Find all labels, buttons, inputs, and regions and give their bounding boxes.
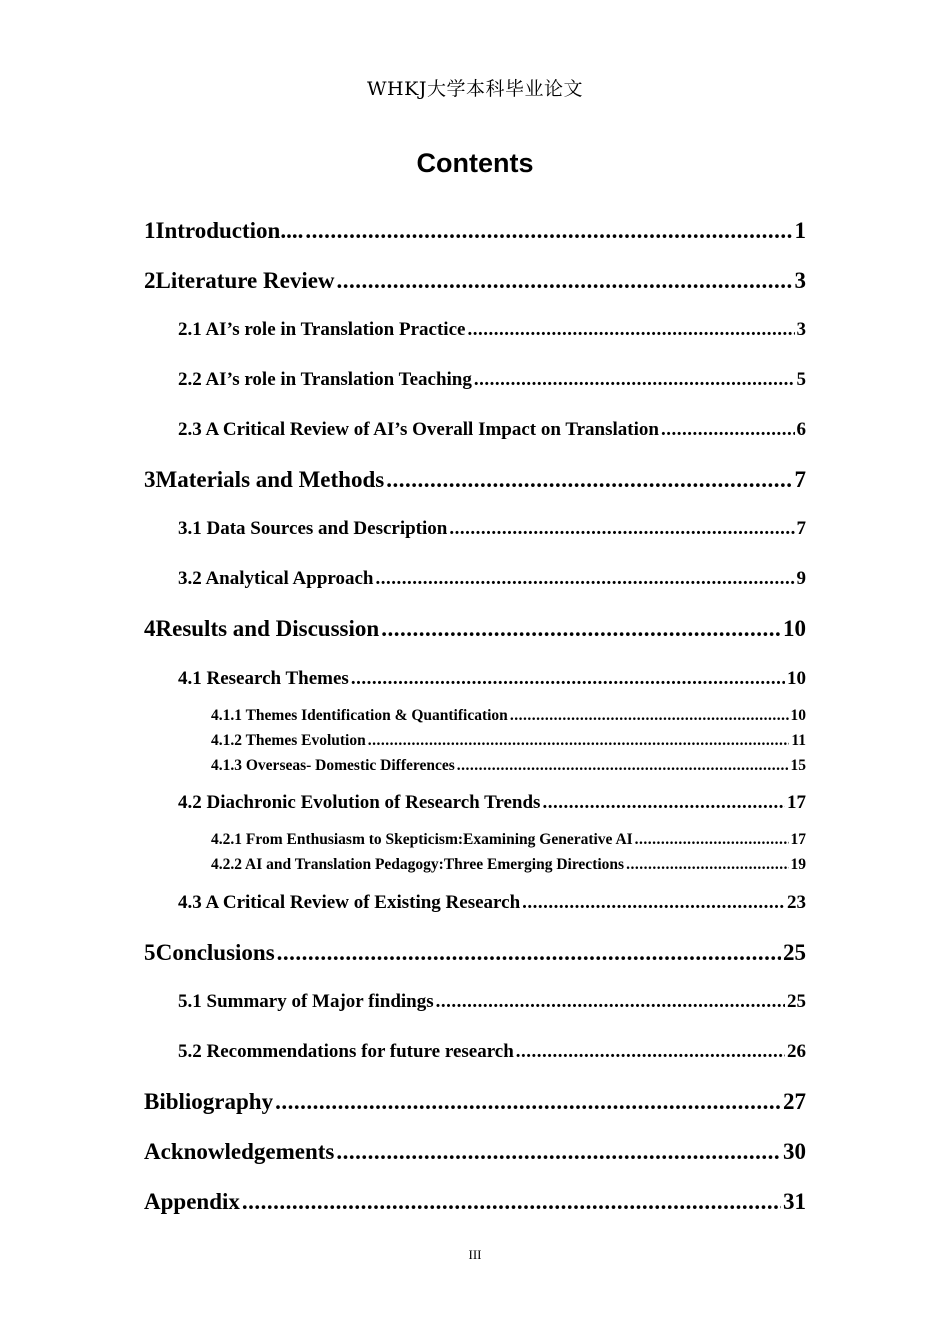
toc-leader-dots (351, 668, 785, 690)
toc-entry-conclusions[interactable] (144, 940, 806, 966)
toc-entry-4-1-1[interactable] (211, 707, 806, 725)
toc-leader-dots (635, 831, 789, 849)
toc-leader-dots (474, 369, 795, 391)
toc-leader-dots (381, 616, 781, 642)
toc-page-number: 7 (794, 467, 806, 492)
toc-page-number: 3 (794, 268, 806, 293)
toc-entry-3-2[interactable] (178, 568, 806, 590)
toc-entry-label: Results and Discussion (155, 616, 380, 641)
toc-leader-dots (457, 757, 789, 775)
toc-page-number: 9 (796, 568, 806, 589)
toc-entry-label: 4.1.3 Overseas- Domestic Differences (211, 757, 455, 774)
toc-leader-dots (449, 518, 794, 540)
toc-entry-4-2[interactable] (178, 792, 806, 814)
toc-entry-label: 2.2 AI’s role in Translation Teaching (178, 369, 472, 390)
toc-entry-4-1-3[interactable] (211, 757, 806, 775)
toc-entry-label: 5.2 Recommendations for future research (178, 1041, 514, 1062)
toc-leader-dots (375, 568, 794, 590)
toc-leader-dots (542, 792, 785, 814)
toc-page-number: 17 (787, 792, 806, 813)
toc-leader-dots (368, 732, 790, 750)
toc-leader-dots (467, 319, 794, 341)
toc-chapter-number: 4 (144, 616, 156, 641)
toc-chapter-number: 5 (144, 940, 156, 965)
toc-page-number: 1 (794, 218, 806, 243)
toc-entry-appendix[interactable] (144, 1189, 806, 1215)
toc-entry-label: 2.1 AI’s role in Translation Practice (178, 319, 466, 340)
toc-entry-label: 4.1.1 Themes Identification & Quantification (211, 707, 508, 724)
toc-leader-dots (510, 707, 789, 725)
toc-leader-dots (436, 991, 785, 1013)
toc-entry-acknowledgements[interactable] (144, 1139, 806, 1165)
toc-leader-dots (522, 892, 785, 914)
toc-leader-dots (337, 268, 793, 294)
toc-entry-label: Materials and Methods (155, 467, 385, 492)
toc-entry-2-1[interactable] (178, 319, 806, 341)
toc-entry-4-1[interactable] (178, 668, 806, 690)
toc-entry-introduction[interactable] (144, 218, 806, 244)
toc-entry-4-3[interactable] (178, 892, 806, 914)
toc-page-number: 27 (783, 1089, 806, 1114)
page-number-footer: III (468, 1247, 482, 1262)
toc-entry-label: 4.1 Research Themes (178, 668, 349, 689)
toc-page-number: 5 (796, 369, 806, 390)
page-title: Contents (416, 148, 534, 178)
toc-page-number: 25 (783, 940, 806, 965)
page-header: WHKJ大学本科毕业论文 (367, 78, 583, 100)
toc-page-number: 19 (790, 856, 806, 873)
toc-entry-label: Acknowledgements (144, 1139, 335, 1164)
toc-entry-literature-review[interactable] (144, 268, 806, 294)
toc-entry-2-2[interactable] (178, 369, 806, 391)
toc-entry-label: 3.2 Analytical Approach (178, 568, 374, 589)
toc-chapter-number: 1 (144, 218, 156, 243)
toc-leader-dots (516, 1041, 785, 1063)
toc-leader-dots (242, 1189, 781, 1215)
toc-page-number: 6 (796, 419, 806, 440)
toc-page-number: 10 (790, 707, 806, 724)
toc-entry-label: Appendix (144, 1189, 240, 1214)
toc-leader-dots (275, 1089, 781, 1115)
toc-entry-4-1-2[interactable] (211, 732, 806, 750)
toc-entry-label: 4.2.1 From Enthusiasm to Skepticism:Examining Generative AI (211, 831, 633, 848)
toc-leader-dots (626, 856, 788, 874)
toc-page-number: 15 (790, 757, 806, 774)
toc-entry-label: 2.3 A Critical Review of AI’s Overall Impact on Translation (178, 419, 659, 440)
toc-entry-label: Conclusions (155, 940, 275, 965)
toc-entry-label: 3.1 Data Sources and Description (178, 518, 448, 539)
toc-entry-bibliography[interactable] (144, 1089, 806, 1115)
toc-leader-dots (386, 467, 792, 493)
toc-entry-5-1[interactable] (178, 991, 806, 1013)
toc-page-number: 11 (791, 732, 806, 749)
toc-leader-dots (305, 218, 792, 244)
toc-page-number: 17 (790, 831, 806, 848)
toc-page-number: 7 (796, 518, 806, 539)
toc-entry-4-2-1[interactable] (211, 831, 806, 849)
toc-entry-label: 5.1 Summary of Major findings (178, 991, 434, 1012)
toc-page-number: 23 (787, 892, 806, 913)
toc-page-number: 10 (787, 668, 806, 689)
toc-entry-label: Bibliography (144, 1089, 274, 1114)
toc-entry-3-1[interactable] (178, 518, 806, 540)
toc-page-number: 31 (783, 1189, 806, 1214)
toc-leader-dots (336, 1139, 781, 1165)
toc-page-number: 3 (796, 319, 806, 340)
toc-entry-label: 4.3 A Critical Review of Existing Research (178, 892, 521, 913)
toc-entry-5-2[interactable] (178, 1041, 806, 1063)
toc-page-number: 26 (787, 1041, 806, 1062)
toc-leader-dots (661, 419, 795, 441)
toc-entry-4-2-2[interactable] (211, 856, 806, 874)
toc-page-number: 30 (783, 1139, 806, 1164)
toc-chapter-number: 3 (144, 467, 156, 492)
toc-entry-materials-methods[interactable] (144, 467, 806, 493)
toc-entry-2-3[interactable] (178, 419, 806, 441)
toc-page-number: 10 (783, 616, 806, 641)
toc-entry-label: Literature Review (155, 268, 335, 293)
toc-chapter-number: 2 (144, 268, 156, 293)
toc-entry-label: 4.1.2 Themes Evolution (211, 732, 366, 749)
toc-entry-results-discussion[interactable] (144, 616, 806, 642)
toc-entry-label: Introduction.... (155, 218, 304, 243)
toc-entry-label: 4.2 Diachronic Evolution of Research Trends (178, 792, 541, 813)
toc-page-number: 25 (787, 991, 806, 1012)
toc-entry-label: 4.2.2 AI and Translation Pedagogy:Three Emerging Directions (211, 856, 625, 873)
toc-leader-dots (277, 940, 781, 966)
